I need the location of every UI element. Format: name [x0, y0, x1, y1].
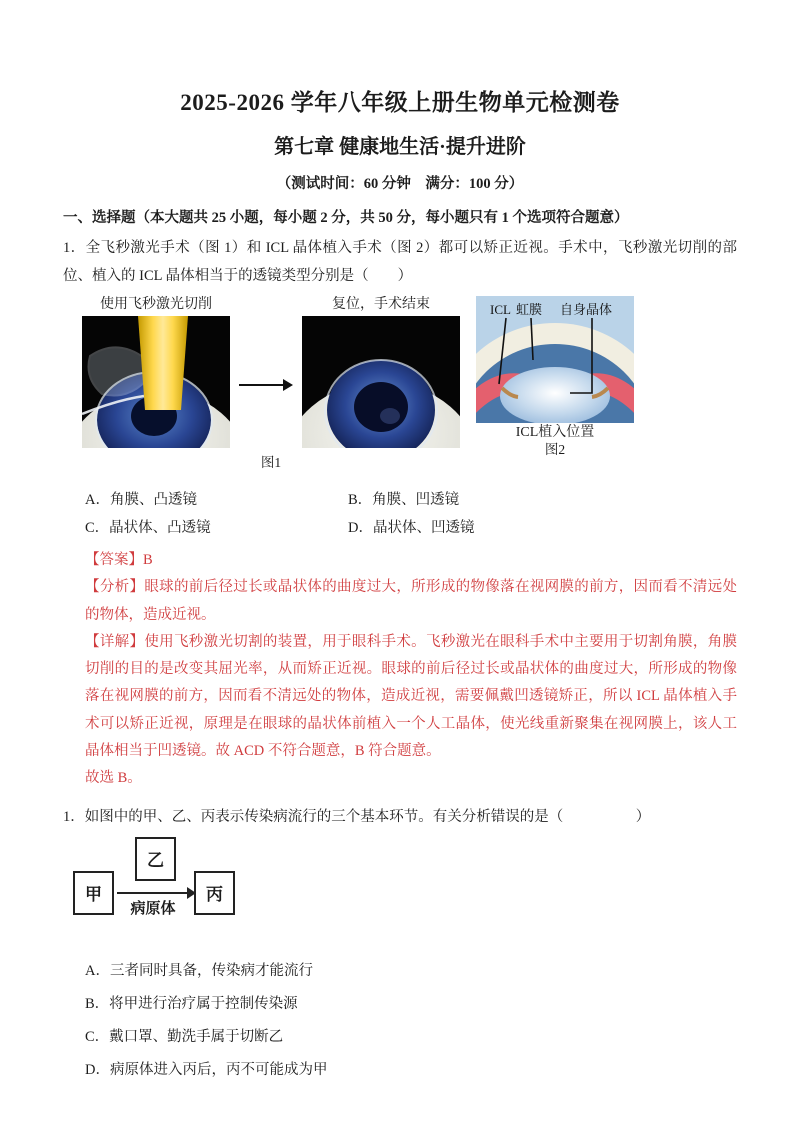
- detail-text: 使用飞秒激光切割的装置，用于眼科手术。飞秒激光在眼科手术中主要用于切割角膜，角膜切削的目的是改变其屈光率，从而矫正近视。眼球的前后径过长或晶状体的曲度过大，所形成的物像落在视网膜的前方，因而看不清远处的物体，造成近视，需要佩戴凹透镜矫正，所以 ICL 晶体植入手术可以矫正近视，原理是在眼球的晶状体前植入一个人工晶体，使光线重新聚集在视网膜上，该人工晶体相当于凹透镜。故 ACD 不符合题意，B 符合题意。: [85, 633, 738, 760]
- healed-eye-photo: [302, 316, 460, 448]
- option-c: C．晶状体、凸透镜: [85, 519, 211, 536]
- figure1-left-label: 使用飞秒激光切削: [100, 297, 212, 312]
- question1-stem: 1．全飞秒激光手术（图 1）和 ICL 晶体植入手术（图 2）都可以矫正近视。手术中，飞秒激光切削的部位、植入的 ICL 晶体相当于的透镜类型分别是（ ）: [63, 240, 737, 284]
- option-b: B．将甲进行治疗属于控制传染源: [85, 995, 298, 1012]
- infection-chain-diagram: [63, 837, 737, 949]
- pupil-highlight: [380, 408, 400, 424]
- detail-tag: 【详解】: [85, 633, 145, 650]
- laser-beam: [138, 316, 188, 410]
- figure1-right-label: 复位，手术结束: [332, 297, 430, 312]
- box-jia: 甲: [73, 871, 114, 915]
- option-a: A．角膜、凸透镜: [85, 492, 197, 508]
- test-meta: （测试时间：60 分钟 满分：100 分）: [276, 176, 524, 192]
- pathogen-label: 病原体: [130, 899, 176, 917]
- figure2: [476, 296, 634, 459]
- detail-paragraph: [85, 629, 737, 765]
- option-c: C．戴口罩、勤洗手属于切断乙: [85, 1028, 284, 1045]
- question2-stem: 1．如图中的甲、乙、丙表示传染病流行的三个基本环节。有关分析错误的是（ ）: [63, 808, 651, 825]
- icl-label: ICL: [490, 302, 511, 317]
- figure1-caption: 图1: [260, 455, 282, 470]
- analysis-text: 眼球的前后径过长或晶状体的曲度过大，所形成的物像落在视网膜的前方，因而看不清远处的物体，造成近视。: [85, 579, 738, 623]
- figure1: [82, 296, 460, 472]
- option-d: D．晶状体、凹透镜: [348, 519, 475, 536]
- analysis-tag: 【分析】: [85, 579, 145, 596]
- figure2-caption: 图2: [544, 442, 566, 457]
- box-bing: 丙: [194, 871, 235, 915]
- own-lens-label: 自身晶体: [560, 302, 613, 317]
- question1-options: [85, 487, 737, 542]
- eye-pupil: [354, 382, 408, 432]
- conclusion-line: 故选 B。: [85, 770, 142, 787]
- box-yi: 乙: [135, 837, 176, 881]
- question1-figures: [63, 296, 737, 478]
- section-header: 一、选择题（本大题共 25 小题，每小题 2 分，共 50 分，每小题只有 1 个选项符合题意）: [63, 210, 629, 226]
- arrow-line: [117, 892, 189, 894]
- chapter-title: 第七章 健康地生活·提升进阶: [274, 136, 526, 158]
- answer-value: B: [143, 552, 153, 568]
- option-b: B．角膜、凹透镜: [348, 492, 460, 508]
- arrow-right-icon: [239, 296, 293, 397]
- icl-position-label: ICL植入位置: [515, 425, 595, 440]
- answer-tag: 【答案】: [85, 552, 143, 568]
- icl-implant-diagram: [476, 296, 634, 423]
- laser-surgery-photo: [82, 316, 230, 448]
- question2-options: [85, 955, 737, 1087]
- figure1-right-photo-block: [302, 296, 460, 448]
- option-d: D．病原体进入丙后，丙不可能成为甲: [85, 1061, 328, 1078]
- figure1-left-photo-block: [82, 296, 230, 448]
- answer-line: [85, 547, 737, 574]
- option-a: A．三者同时具备，传染病才能流行: [85, 962, 313, 979]
- analysis-paragraph: [85, 574, 737, 629]
- page-title: 2025-2026 学年八年级上册生物单元检测卷: [180, 90, 620, 115]
- iris-label: 虹膜: [516, 302, 543, 317]
